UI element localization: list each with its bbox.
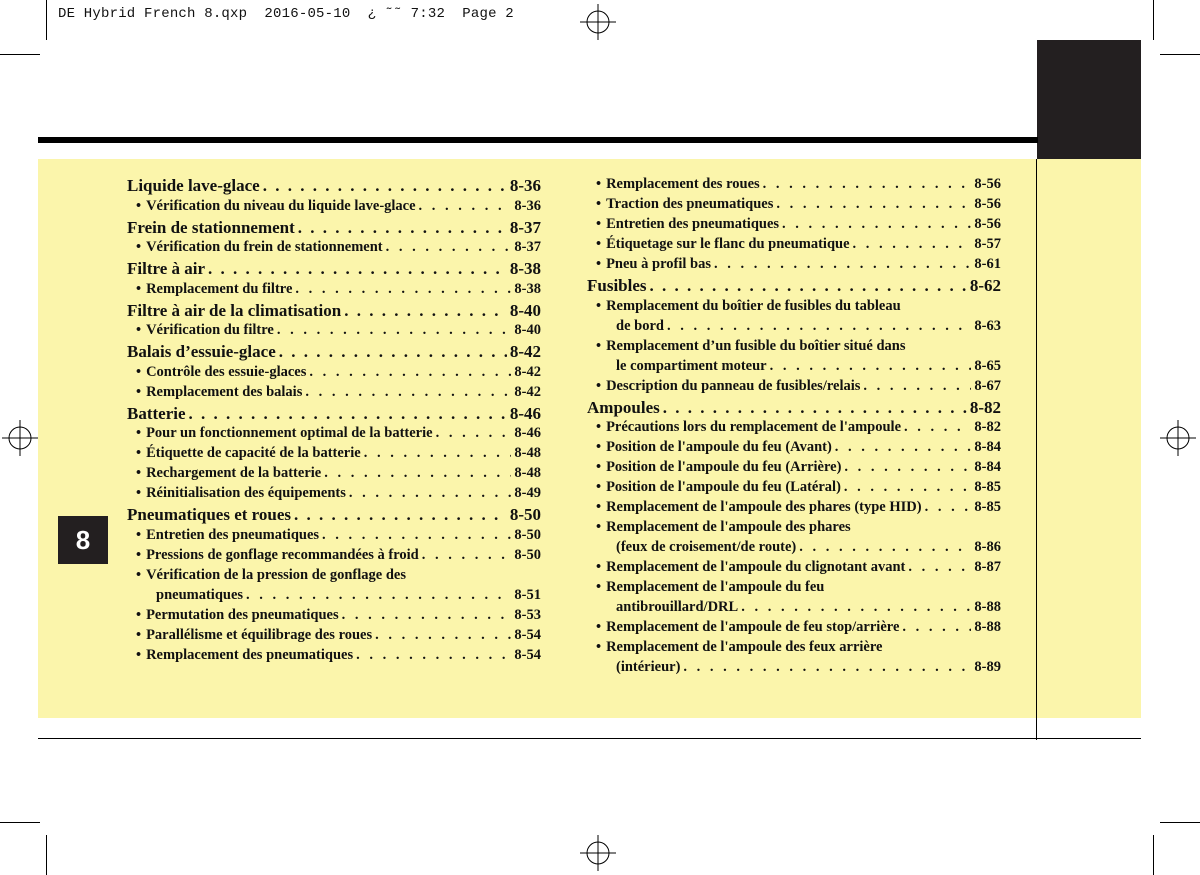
- dot-leader: [763, 176, 972, 193]
- toc-entry-title: Filtre à air de la climatisation: [127, 300, 342, 320]
- bullet-icon: •: [596, 419, 602, 435]
- toc-entry-title: Réinitialisation des équipements: [146, 485, 346, 501]
- toc-subsection-entry[interactable]: [587, 479, 1001, 499]
- toc-subsection-entry[interactable]: [587, 499, 1001, 519]
- toc-page-number: 8-38: [509, 259, 541, 278]
- toc-subsection-entry[interactable]: [127, 322, 541, 342]
- toc-subsection-entry[interactable]: [587, 378, 1001, 398]
- crop-mark: [46, 0, 47, 40]
- bullet-icon: •: [136, 606, 142, 623]
- toc-page-number: 8-61: [974, 256, 1001, 272]
- toc-section-entry[interactable]: [127, 404, 541, 426]
- toc-subsection-entry[interactable]: [587, 599, 1001, 619]
- toc-entry-title: Étiquette de capacité de la batterie: [146, 445, 361, 461]
- toc-subsection-entry[interactable]: [587, 579, 1001, 599]
- toc-section-entry[interactable]: [127, 505, 541, 527]
- toc-subsection-entry[interactable]: [127, 465, 541, 485]
- crop-mark: [1160, 822, 1200, 823]
- dot-leader: [436, 425, 512, 442]
- bullet-icon: •: [596, 377, 602, 394]
- toc-subsection-entry[interactable]: [587, 659, 1001, 679]
- toc-subsection-entry[interactable]: [127, 364, 541, 384]
- bullet-icon: •: [596, 236, 602, 252]
- toc-entry-title: Remplacement de l'ampoule du clignotant avant: [606, 559, 906, 575]
- dot-leader: [279, 342, 507, 362]
- bullet-icon: •: [136, 383, 142, 400]
- bullet-icon: •: [596, 337, 602, 354]
- bullet-icon: •: [136, 626, 142, 643]
- dot-leader: [741, 599, 971, 616]
- bullet-icon: •: [136, 322, 142, 338]
- toc-page-number: 8-87: [974, 559, 1001, 575]
- bullet-icon: •: [136, 239, 142, 255]
- dot-leader: [375, 627, 511, 644]
- bullet-icon: •: [136, 280, 142, 297]
- dot-leader: [295, 281, 511, 298]
- toc-page-number: 8-50: [509, 505, 541, 524]
- toc-page-number: 8-40: [509, 300, 541, 320]
- dot-leader: [189, 404, 507, 424]
- crop-mark: [1153, 835, 1154, 875]
- toc-page-number: 8-85: [974, 479, 1001, 495]
- toc-entry-title: Balais d’essuie-glace: [127, 342, 276, 361]
- dot-leader: [349, 485, 512, 502]
- toc-entry-title: Remplacement des balais: [146, 383, 303, 400]
- toc-entry-title: Précautions lors du remplacement de l'ampoule: [606, 419, 902, 435]
- toc-page-number: 8-84: [974, 439, 1001, 455]
- bullet-icon: •: [136, 197, 142, 214]
- dot-leader: [309, 364, 511, 381]
- toc-subsection-entry[interactable]: [127, 384, 541, 404]
- bullet-icon: •: [136, 646, 142, 663]
- toc-section-entry[interactable]: [587, 398, 1001, 420]
- toc-page-number: 8-85: [974, 499, 1001, 515]
- toc-subsection-entry[interactable]: [587, 419, 1001, 439]
- toc-subsection-entry[interactable]: [127, 647, 541, 667]
- dot-leader: [844, 479, 972, 496]
- toc-subsection-entry[interactable]: [587, 338, 1001, 358]
- toc-entry-title: Remplacement des pneumatiques: [146, 646, 354, 663]
- toc-entry-title: Fusibles: [587, 276, 647, 295]
- bullet-icon: •: [596, 196, 602, 212]
- dot-leader: [683, 659, 971, 676]
- toc-entry-title: Remplacement de l'ampoule de feu stop/arrière: [606, 619, 900, 635]
- toc-subsection-entry[interactable]: [587, 236, 1001, 256]
- crop-mark: [1153, 0, 1154, 40]
- dot-leader: [419, 198, 512, 215]
- toc-left-column: [127, 176, 541, 667]
- toc-entry-title: Filtre à air: [127, 259, 206, 278]
- toc-entry-title: Frein de stationnement: [127, 217, 295, 237]
- dot-leader: [782, 216, 971, 233]
- dot-leader: [364, 445, 512, 462]
- toc-page-number: 8-57: [974, 236, 1001, 252]
- bullet-icon: •: [596, 559, 602, 575]
- registration-mark-icon: [580, 835, 616, 871]
- dot-leader: [305, 384, 511, 401]
- toc-page-number: 8-56: [974, 216, 1001, 232]
- toc-entry-title: le compartiment moteur: [616, 357, 767, 374]
- toc-entry-title: Pneumatiques et roues: [127, 505, 292, 524]
- crop-mark: [46, 835, 47, 875]
- bullet-icon: •: [136, 465, 142, 481]
- print-slug: DE Hybrid French 8.qxp 2016-05-10 ¿ ˜˜ 7:32 Page 2: [58, 6, 514, 22]
- toc-subsection-entry[interactable]: [127, 281, 541, 301]
- toc-entry-title: Remplacement du filtre: [146, 280, 293, 297]
- toc-subsection-entry[interactable]: [127, 425, 541, 445]
- toc-page-number: 8-82: [974, 419, 1001, 435]
- toc-entry-title: Remplacement du boîtier de fusibles du tableau: [606, 297, 901, 314]
- footer-rule: [38, 738, 1141, 739]
- toc-subsection-entry[interactable]: [127, 607, 541, 627]
- margin-rule: [1036, 159, 1037, 740]
- toc-page-number: 8-62: [969, 276, 1001, 295]
- toc-entry-title: Ampoules: [587, 397, 660, 417]
- bullet-icon: •: [136, 566, 142, 583]
- dot-leader: [904, 419, 971, 436]
- bullet-icon: •: [596, 499, 602, 515]
- dot-leader: [770, 358, 972, 375]
- toc-subsection-entry[interactable]: [587, 519, 1001, 539]
- bullet-icon: •: [136, 485, 142, 501]
- toc-subsection-entry[interactable]: [587, 559, 1001, 579]
- toc-entry-title: Traction des pneumatiques: [606, 196, 774, 212]
- toc-page-number: 8-42: [514, 383, 541, 400]
- toc-page-number: 8-50: [514, 526, 541, 543]
- toc-entry-title: (intérieur): [616, 659, 681, 675]
- toc-subsection-entry[interactable]: [127, 527, 541, 547]
- dot-leader: [422, 547, 512, 564]
- toc-subsection-entry[interactable]: [127, 198, 541, 218]
- dot-leader: [263, 176, 507, 196]
- toc-subsection-entry[interactable]: [127, 547, 541, 567]
- bullet-icon: •: [596, 216, 602, 232]
- bullet-icon: •: [596, 519, 602, 535]
- toc-subsection-entry[interactable]: [127, 627, 541, 647]
- bullet-icon: •: [136, 363, 142, 380]
- toc-entry-title: Étiquetage sur le flanc du pneumatique: [606, 236, 850, 252]
- toc-page-number: 8-56: [974, 176, 1001, 192]
- toc-subsection-entry[interactable]: [587, 619, 1001, 639]
- dot-leader: [324, 465, 511, 482]
- toc-page-number: 8-53: [514, 606, 541, 623]
- toc-page-number: 8-54: [514, 626, 541, 643]
- toc-entry-title: Vérification du filtre: [146, 322, 274, 338]
- toc-page-number: 8-36: [514, 197, 541, 214]
- toc-entry-title: Position de l'ampoule du feu (Avant): [606, 439, 832, 455]
- toc-subsection-entry[interactable]: [587, 358, 1001, 378]
- toc-subsection-entry[interactable]: [587, 196, 1001, 216]
- toc-subsection-entry[interactable]: [587, 539, 1001, 559]
- toc-section-entry[interactable]: [127, 218, 541, 240]
- dot-leader: [925, 499, 972, 516]
- toc-page-number: 8-48: [514, 445, 541, 461]
- toc-entry-title: Remplacement de l'ampoule des feux arrière: [606, 639, 883, 655]
- bullet-icon: •: [596, 176, 602, 192]
- bullet-icon: •: [596, 479, 602, 495]
- toc-entry-title: Remplacement de l'ampoule du feu: [606, 579, 825, 595]
- toc-page-number: 8-48: [514, 465, 541, 481]
- toc-page-number: 8-42: [514, 363, 541, 380]
- toc-entry-title: Vérification de la pression de gonflage des: [146, 566, 406, 583]
- toc-subsection-entry[interactable]: [587, 639, 1001, 659]
- dot-leader: [344, 301, 507, 321]
- bullet-icon: •: [596, 579, 602, 595]
- bullet-icon: •: [596, 459, 602, 475]
- toc-subsection-entry[interactable]: [127, 239, 541, 259]
- bullet-icon: •: [596, 619, 602, 635]
- dot-leader: [863, 378, 971, 395]
- dot-leader: [246, 587, 511, 604]
- dot-leader: [356, 647, 511, 664]
- toc-entry-title: Remplacement de l'ampoule des phares (type HID): [606, 499, 922, 515]
- header-rule: [38, 137, 1038, 143]
- toc-page-number: 8-38: [514, 280, 541, 297]
- toc-page-number: 8-37: [514, 239, 541, 255]
- dot-leader: [844, 459, 971, 476]
- toc-subsection-entry[interactable]: [587, 439, 1001, 459]
- toc-page-number: 8-50: [514, 546, 541, 563]
- toc-page-number: 8-40: [514, 322, 541, 338]
- toc-page-number: 8-51: [514, 586, 541, 603]
- toc-entry-title: Pour un fonctionnement optimal de la batterie: [146, 425, 433, 441]
- chapter-tab: 8: [58, 516, 108, 564]
- toc-entry-title: Entretien des pneumatiques: [146, 526, 320, 543]
- toc-section-entry[interactable]: [127, 342, 541, 364]
- toc-page-number: 8-82: [969, 397, 1001, 417]
- bullet-icon: •: [136, 546, 142, 563]
- dot-leader: [902, 619, 971, 636]
- toc-entry-title: Pressions de gonflage recommandées à froid: [146, 546, 419, 563]
- dot-leader: [835, 439, 972, 456]
- toc-page-number: 8-84: [974, 459, 1001, 475]
- dot-leader: [853, 236, 972, 253]
- toc-entry-title: antibrouillard/DRL: [616, 599, 739, 615]
- toc-page-number: 8-89: [974, 659, 1001, 675]
- dot-leader: [799, 539, 971, 556]
- toc-entry-title: pneumatiques: [156, 586, 244, 603]
- toc-subsection-entry[interactable]: [127, 445, 541, 465]
- dot-leader: [663, 398, 967, 418]
- toc-entry-title: Remplacement d’un fusible du boîtier situé dans: [606, 337, 906, 354]
- dot-leader: [386, 239, 512, 256]
- toc-page-number: 8-46: [509, 403, 541, 423]
- toc-entry-title: Description du panneau de fusibles/relais: [606, 377, 861, 394]
- toc-subsection-entry[interactable]: [127, 587, 541, 607]
- toc-subsection-entry[interactable]: [127, 485, 541, 505]
- toc-subsection-entry[interactable]: [587, 298, 1001, 318]
- registration-mark-icon: [580, 4, 616, 40]
- bullet-icon: •: [136, 526, 142, 543]
- toc-section-entry[interactable]: [127, 301, 541, 323]
- dot-leader: [322, 527, 511, 544]
- toc-entry-title: Vérification du niveau du liquide lave-glace: [146, 197, 416, 214]
- dot-leader: [298, 218, 507, 238]
- bullet-icon: •: [596, 639, 602, 655]
- toc-subsection-entry[interactable]: [587, 176, 1001, 196]
- toc-page-number: 8-56: [974, 196, 1001, 212]
- toc-entry-title: Batterie: [127, 403, 186, 423]
- crop-mark: [0, 822, 40, 823]
- toc-entry-title: Position de l'ampoule du feu (Latéral): [606, 479, 841, 495]
- bullet-icon: •: [596, 256, 602, 272]
- toc-entry-title: (feux de croisement/de route): [616, 539, 797, 555]
- bullet-icon: •: [136, 425, 142, 441]
- toc-entry-title: Contrôle des essuie-glaces: [146, 363, 307, 380]
- toc-subsection-entry[interactable]: [587, 459, 1001, 479]
- dot-leader: [650, 276, 967, 296]
- bullet-icon: •: [596, 297, 602, 314]
- dot-leader: [714, 256, 971, 273]
- crop-mark: [0, 54, 40, 55]
- toc-section-entry[interactable]: [127, 259, 541, 281]
- toc-entry-title: Permutation des pneumatiques: [146, 606, 339, 623]
- toc-page-number: 8-37: [509, 217, 541, 237]
- dot-leader: [208, 259, 507, 279]
- toc-section-entry[interactable]: [587, 276, 1001, 298]
- dot-leader: [776, 196, 971, 213]
- toc-page-number: 8-63: [974, 317, 1001, 334]
- toc-section-entry[interactable]: [127, 176, 541, 198]
- registration-mark-icon: [2, 420, 38, 456]
- dot-leader: [667, 318, 971, 335]
- toc-entry-title: Liquide lave-glace: [127, 176, 260, 195]
- registration-mark-icon: [1160, 420, 1196, 456]
- toc-entry-title: de bord: [616, 317, 664, 334]
- toc-page-number: 8-54: [514, 646, 541, 663]
- toc-entry-title: Rechargement de la batterie: [146, 465, 322, 481]
- dot-leader: [342, 607, 512, 624]
- toc-page-number: 8-65: [974, 357, 1001, 374]
- toc-entry-title: Position de l'ampoule du feu (Arrière): [606, 459, 842, 475]
- dot-leader: [277, 322, 512, 339]
- toc-entry-title: Remplacement de l'ampoule des phares: [606, 519, 851, 535]
- toc-page-number: 8-46: [514, 425, 541, 441]
- toc-subsection-entry[interactable]: [127, 567, 541, 587]
- toc-entry-title: Pneu à profil bas: [606, 256, 711, 272]
- bullet-icon: •: [136, 445, 142, 461]
- toc-entry-title: Vérification du frein de stationnement: [146, 239, 383, 255]
- toc-page-number: 8-49: [514, 485, 541, 501]
- toc-entry-title: Remplacement des roues: [606, 176, 760, 192]
- toc-page-number: 8-88: [974, 599, 1001, 615]
- toc-subsection-entry[interactable]: [587, 256, 1001, 276]
- toc-page-number: 8-36: [509, 176, 541, 195]
- bullet-icon: •: [596, 439, 602, 455]
- toc-subsection-entry[interactable]: [587, 216, 1001, 236]
- dot-leader: [908, 559, 971, 576]
- toc-entry-title: Parallélisme et équilibrage des roues: [146, 626, 373, 643]
- toc-entry-title: Entretien des pneumatiques: [606, 216, 780, 232]
- chapter-header-block: [1037, 40, 1141, 159]
- toc-subsection-entry[interactable]: [587, 318, 1001, 338]
- toc-right-column: [587, 176, 1001, 679]
- toc-page-number: 8-88: [974, 619, 1001, 635]
- toc-page-number: 8-86: [974, 539, 1001, 555]
- crop-mark: [1160, 54, 1200, 55]
- dot-leader: [294, 505, 507, 525]
- toc-page-number: 8-67: [974, 377, 1001, 394]
- toc-page-number: 8-42: [509, 342, 541, 361]
